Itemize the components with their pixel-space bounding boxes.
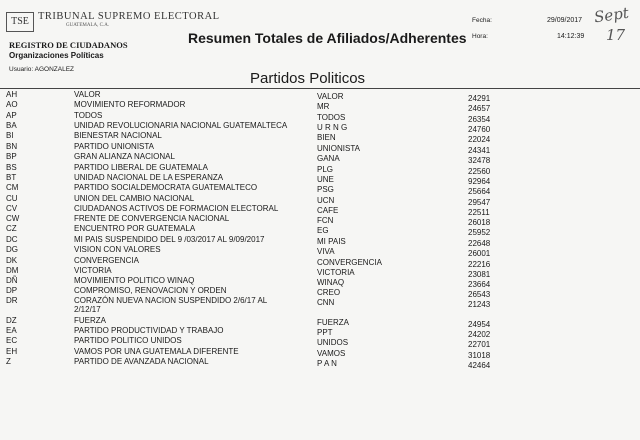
organization-subtitle: GUATEMALA, C.A.: [66, 23, 110, 28]
party-code: DG: [6, 245, 18, 254]
table-row: [0, 326, 640, 339]
party-value: 21243: [468, 300, 491, 309]
party-value: 22648: [468, 239, 491, 248]
time-label: Hora:: [472, 33, 488, 40]
organization-name: TRIBUNAL SUPREMO ELECTORAL: [38, 11, 220, 22]
table-row: [0, 183, 640, 196]
tse-seal: TSE: [6, 12, 34, 32]
party-abbr: VALOR: [317, 92, 344, 101]
party-code: BT: [6, 173, 17, 182]
party-name: BIENESTAR NACIONAL: [74, 131, 162, 140]
table-row: [0, 173, 640, 186]
party-code: AP: [6, 111, 17, 120]
party-abbr: BIEN: [317, 133, 336, 142]
party-abbr: CREO: [317, 288, 341, 297]
party-value: 24202: [468, 330, 491, 339]
party-name: ENCUENTRO POR GUATEMALA: [74, 224, 196, 233]
party-name: CORAZÓN NUEVA NACION SUSPENDIDO 2/6/17 AL: [74, 296, 268, 305]
party-value: 42464: [468, 361, 491, 370]
party-value: 22216: [468, 260, 491, 269]
party-abbr: CONVERGENCIA: [317, 258, 382, 267]
party-abbr: MI PAIS: [317, 237, 346, 246]
time-value: 14:12:39: [557, 33, 585, 40]
section-title: Partidos Politicos: [250, 70, 366, 87]
party-value: 29547: [468, 198, 491, 207]
party-abbr: UNIONISTA: [317, 144, 360, 153]
party-name: PARTIDO PRODUCTIVIDAD Y TRABAJO: [74, 326, 224, 335]
party-code: DP: [6, 286, 18, 295]
party-abbr: PSG: [317, 185, 334, 194]
table-row: [0, 214, 640, 227]
section-divider: [0, 88, 640, 89]
party-value: 24954: [468, 320, 491, 329]
party-name: CIUDADANOS ACTIVOS DE FORMACION ELECTORAL: [74, 204, 279, 213]
party-abbr: PLG: [317, 165, 334, 174]
table-row: [0, 235, 640, 248]
party-name: VALOR: [74, 90, 101, 99]
party-code: CV: [6, 204, 18, 213]
party-name: PARTIDO POLITICO UNIDOS: [74, 336, 182, 345]
party-abbr: WINAQ: [317, 278, 345, 287]
party-value: 24657: [468, 104, 491, 113]
table-row: [0, 204, 640, 217]
party-abbr: TODOS: [317, 113, 346, 122]
party-abbr: UNIDOS: [317, 338, 349, 347]
party-code: AO: [6, 100, 18, 109]
party-value: 22560: [468, 167, 491, 176]
handwritten-note-year: 17: [606, 26, 626, 44]
party-value: 22024: [468, 135, 491, 144]
party-name: PARTIDO UNIONISTA: [74, 142, 155, 151]
party-code: CM: [6, 183, 19, 192]
party-name: MOVIMIENTO REFORMADOR: [74, 100, 186, 109]
table-row: [0, 131, 640, 144]
party-name: COMPROMISO, RENOVACION Y ORDEN: [74, 286, 227, 295]
table-row: [0, 296, 640, 314]
party-name: PARTIDO SOCIALDEMOCRATA GUATEMALTECO: [74, 183, 258, 192]
table-row: [0, 142, 640, 155]
party-value: 22511: [468, 208, 490, 217]
party-abbr: FCN: [317, 216, 334, 225]
party-name: VICTORIA: [74, 266, 112, 275]
handwritten-note-month: Sept: [592, 3, 630, 27]
party-abbr: FUERZA: [317, 318, 349, 327]
table-row: [0, 316, 640, 329]
party-name: VAMOS POR UNA GUATEMALA DIFERENTE: [74, 347, 239, 356]
party-abbr: VICTORIA: [317, 268, 355, 277]
party-code: CU: [6, 194, 18, 203]
party-code: DR: [6, 296, 18, 305]
user-label: Usuario: AGONZALEZ: [9, 66, 75, 73]
party-name: UNIDAD REVOLUCIONARIA NACIONAL GUATEMALTECA: [74, 121, 288, 130]
party-code: BI: [6, 131, 14, 140]
party-name: GRAN ALIANZA NACIONAL: [74, 152, 175, 161]
party-name: MOVIMIENTO POLITICO WINAQ: [74, 276, 195, 285]
date-label: Fecha:: [472, 17, 492, 24]
party-code: EA: [6, 326, 17, 335]
party-abbr: P A N: [317, 359, 337, 368]
party-value: 26001: [468, 249, 491, 258]
party-name: MI PAIS SUSPENDIDO DEL 9 /03/2017 AL 9/09/2017: [74, 235, 265, 244]
party-name: FRENTE DE CONVERGENCIA NACIONAL: [74, 214, 230, 223]
party-abbr: UCN: [317, 196, 335, 205]
report-title: Resumen Totales de Afiliados/Adherentes: [188, 30, 467, 46]
registro-label: REGISTRO DE CIUDADANOS: [9, 40, 128, 50]
party-name: TODOS: [74, 111, 103, 120]
party-name: UNION DEL CAMBIO NACIONAL: [74, 194, 195, 203]
party-code: BS: [6, 163, 17, 172]
party-code: BP: [6, 152, 17, 161]
party-name: VISION CON VALORES: [74, 245, 161, 254]
party-code: DC: [6, 235, 18, 244]
party-code: DZ: [6, 316, 17, 325]
table-row: [0, 224, 640, 237]
party-value: 92964: [468, 177, 491, 186]
party-code: AH: [6, 90, 18, 99]
table-row: [0, 347, 640, 360]
table-row: [0, 245, 640, 258]
party-value: 25664: [468, 187, 491, 196]
party-abbr: VAMOS: [317, 349, 346, 358]
party-name: PARTIDO LIBERAL DE GUATEMALA: [74, 163, 208, 172]
party-code: EH: [6, 347, 18, 356]
party-code: CZ: [6, 224, 17, 233]
party-value: 23081: [468, 270, 491, 279]
party-value: 24291: [468, 94, 491, 103]
party-code: EC: [6, 336, 18, 345]
party-name: FUERZA: [74, 316, 106, 325]
party-code: DÑ: [6, 276, 18, 285]
table-row: [0, 194, 640, 207]
party-name-continuation: 2/12/17: [74, 305, 101, 314]
party-name: UNIDAD NACIONAL DE LA ESPERANZA: [74, 173, 224, 182]
table-row: [0, 276, 640, 289]
department-label: Organizaciones Políticas: [9, 51, 104, 60]
table-row: [0, 163, 640, 176]
party-value: 24341: [468, 146, 491, 155]
table-row: [0, 286, 640, 299]
party-value: 26018: [468, 218, 491, 227]
party-abbr: U R N G: [317, 123, 348, 132]
party-name: PARTIDO DE AVANZADA NACIONAL: [74, 357, 209, 366]
party-value: 32478: [468, 156, 491, 165]
party-name: CONVERGENCIA: [74, 256, 139, 265]
party-abbr: GANA: [317, 154, 340, 163]
party-abbr: EG: [317, 226, 329, 235]
table-row: [0, 121, 640, 134]
party-abbr: CAFE: [317, 206, 339, 215]
party-value: 26543: [468, 290, 491, 299]
party-value: 24760: [468, 125, 491, 134]
party-value: 25952: [468, 228, 491, 237]
party-value: 23664: [468, 280, 491, 289]
table-row: [0, 90, 640, 103]
party-abbr: PPT: [317, 328, 333, 337]
table-row: [0, 100, 640, 113]
table-row: [0, 152, 640, 165]
party-abbr: CNN: [317, 298, 335, 307]
party-abbr: VIVA: [317, 247, 335, 256]
party-value: 22701: [468, 340, 491, 349]
table-row: [0, 256, 640, 269]
party-code: BA: [6, 121, 17, 130]
party-code: DM: [6, 266, 19, 275]
table-row: [0, 266, 640, 279]
party-code: Z: [6, 357, 11, 366]
table-row: [0, 336, 640, 349]
date-value: 29/09/2017: [547, 17, 583, 24]
party-abbr: UNE: [317, 175, 334, 184]
table-row: [0, 111, 640, 124]
party-value: 31018: [468, 351, 491, 360]
party-code: DK: [6, 256, 18, 265]
party-abbr: MR: [317, 102, 330, 111]
party-value: 26354: [468, 115, 491, 124]
table-row: [0, 357, 640, 370]
party-code: CW: [6, 214, 20, 223]
party-code: BN: [6, 142, 18, 151]
